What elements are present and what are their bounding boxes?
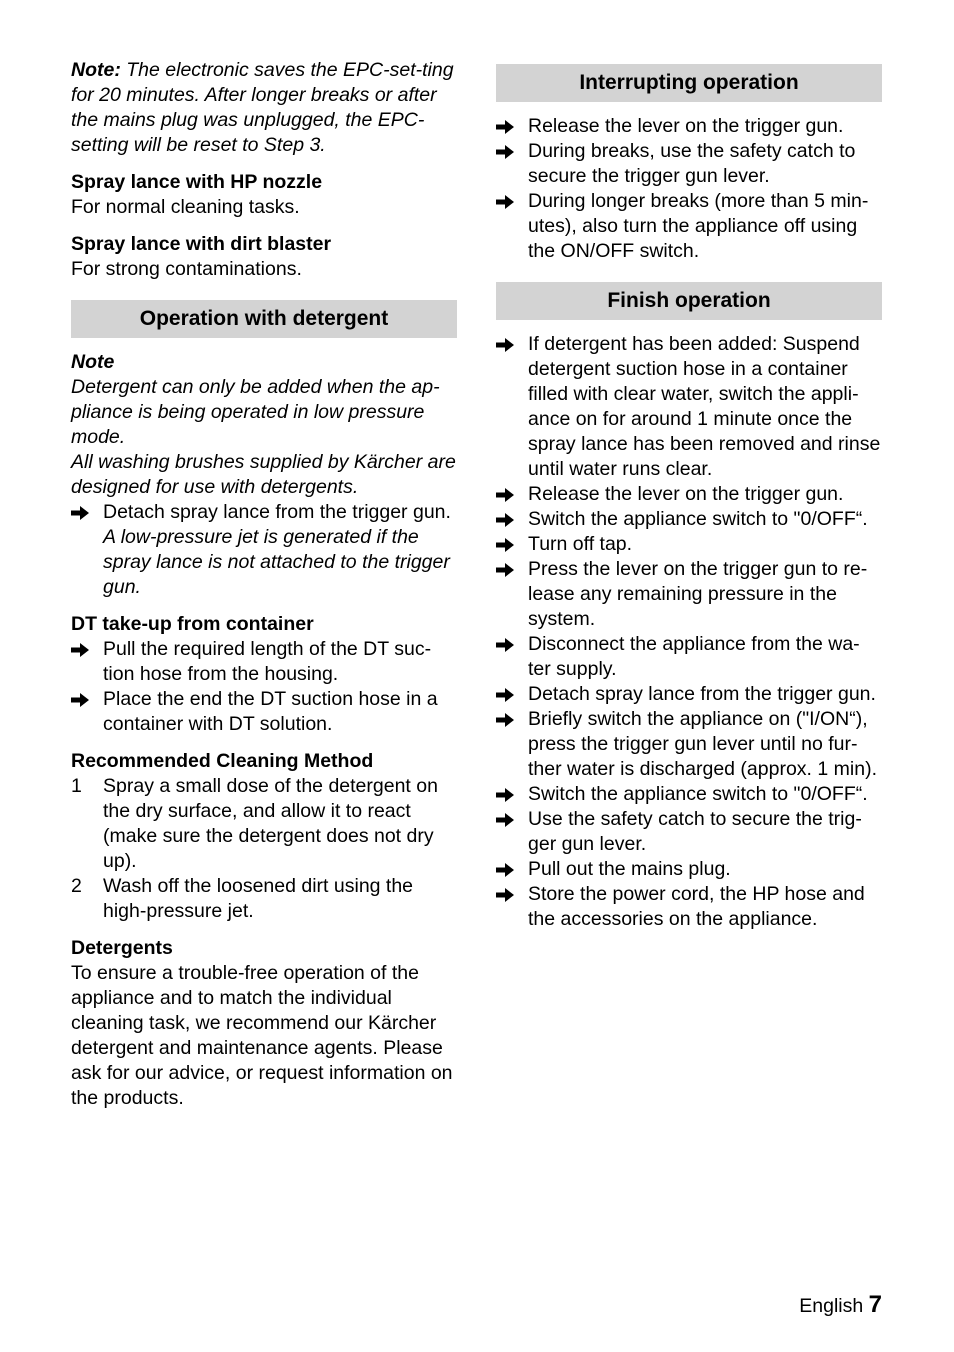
footer-language: English (799, 1295, 864, 1317)
arrow-right-icon (496, 145, 514, 159)
method-step-list (71, 774, 457, 924)
epc-note (71, 58, 457, 158)
list-item (496, 332, 882, 482)
note-line-1: Detergent can only be added when the ap-pliance is being operated in low pressure mode. (71, 376, 440, 448)
list-item (71, 637, 457, 687)
dirt-blaster-title: Spray lance with dirt blaster (71, 233, 332, 255)
finish-step-list (496, 332, 882, 932)
arrow-right-icon (496, 120, 514, 134)
step-text: Release the lever on the trigger gun. (528, 483, 844, 505)
list-item (496, 782, 882, 807)
method-title: Recommended Cleaning Method (71, 750, 374, 772)
list-item (496, 882, 882, 932)
step-text: Release the lever on the trigger gun. (528, 115, 844, 137)
step-text: Disconnect the appliance from the wa-ter supply. (528, 633, 860, 680)
step-text: Use the safety catch to secure the trig-ger gun lever. (528, 808, 862, 855)
list-item (496, 139, 882, 189)
list-item (496, 632, 882, 682)
step-text: During longer breaks (more than 5 min-utes), also turn the appliance off using the ON/OFF switch. (528, 190, 869, 262)
list-item (496, 557, 882, 632)
step-text: Press the lever on the trigger gun to re-lease any remaining pressure in the system. (528, 558, 868, 630)
epc-note-text: The electronic saves the EPC-set-ting for 20 minutes. After longer breaks or after the mains plug was unplugged, the EPC-setting will be reset to Step 3. (71, 59, 454, 156)
list-item (496, 189, 882, 264)
arrow-right-icon (71, 506, 89, 520)
step-text: Pull out the mains plug. (528, 858, 731, 880)
dt-title: DT take-up from container (71, 613, 314, 635)
step-text: Switch the appliance switch to "0/OFF“. (528, 783, 868, 805)
list-item (71, 500, 457, 600)
arrow-right-icon (496, 338, 514, 352)
arrow-right-icon (71, 693, 89, 707)
dirt-blaster-text: For strong contaminations. (71, 258, 302, 280)
list-item (496, 532, 882, 557)
detach-step-list (71, 500, 457, 600)
arrow-right-icon (496, 563, 514, 577)
step-text: Turn off tap. (528, 533, 633, 555)
left-column (71, 58, 457, 1111)
arrow-right-icon (496, 813, 514, 827)
step-text: If detergent has been added: Suspend detergent suction hose in a container filled with clear water, switch the appli-ance on for around 1 minute once the spray lance has been removed and rinse until water runs clear. (528, 333, 881, 480)
list-item (496, 682, 882, 707)
page-footer (799, 1292, 882, 1319)
dt-step-list (71, 637, 457, 737)
list-item (496, 857, 882, 882)
detach-step-note: A low-pressure jet is generated if the spray lance is not attached to the trigger gun. (103, 526, 450, 598)
step-text: During breaks, use the safety catch to secure the trigger gun lever. (528, 140, 856, 187)
detergents-title: Detergents (71, 937, 173, 959)
list-item (71, 687, 457, 737)
arrow-right-icon (496, 688, 514, 702)
epc-note-label: Note: (71, 59, 121, 81)
interrupt-step-list (496, 114, 882, 264)
arrow-right-icon (496, 888, 514, 902)
arrow-right-icon (496, 195, 514, 209)
step-text: Store the power cord, the HP hose and the accessories on the appliance. (528, 883, 865, 930)
detergents-text: To ensure a trouble-free operation of the appliance and to match the individual cleaning task, we recommend our Kärcher detergent and maintenance agents. Please ask for our advice, or request information on the products. (71, 962, 453, 1109)
list-item (496, 507, 882, 532)
arrow-right-icon (496, 538, 514, 552)
step-text: Spray a small dose of the detergent on the dry surface, and allow it to react (make sure the detergent does not dry up). (103, 775, 438, 872)
finish-section-heading: Finish operation (496, 282, 882, 320)
arrow-right-icon (496, 713, 514, 727)
note-line-2: All washing brushes supplied by Kärcher are designed for use with detergents. (71, 451, 456, 498)
detergent-section-heading: Operation with detergent (71, 300, 457, 338)
list-item (496, 114, 882, 139)
list-item (496, 707, 882, 782)
arrow-right-icon (496, 513, 514, 527)
list-item (496, 807, 882, 857)
arrow-right-icon (71, 643, 89, 657)
note-label: Note (71, 351, 115, 373)
step-text: Wash off the loosened dirt using the high-pressure jet. (103, 875, 414, 922)
step-text: Switch the appliance switch to "0/OFF“. (528, 508, 868, 530)
step-text: Pull the required length of the DT suc-tion hose from the housing. (103, 638, 432, 685)
list-item (71, 874, 457, 924)
right-column (496, 64, 882, 932)
hp-nozzle-title: Spray lance with HP nozzle (71, 171, 323, 193)
step-text: Detach spray lance from the trigger gun. (528, 683, 876, 705)
step-number: 1 (71, 775, 82, 797)
step-text: Place the end the DT suction hose in a container with DT solution. (103, 688, 438, 735)
arrow-right-icon (496, 863, 514, 877)
arrow-right-icon (496, 638, 514, 652)
list-item (496, 482, 882, 507)
interrupt-section-heading: Interrupting operation (496, 64, 882, 102)
step-number: 2 (71, 875, 82, 897)
arrow-right-icon (496, 488, 514, 502)
hp-nozzle-text: For normal cleaning tasks. (71, 196, 300, 218)
arrow-right-icon (496, 788, 514, 802)
page-number: 7 (868, 1291, 882, 1318)
step-text: Briefly switch the appliance on ("I/ON“), press the trigger gun lever until no fur-ther water is discharged (approx. 1 min). (528, 708, 877, 780)
list-item (71, 774, 457, 874)
detach-step-text: Detach spray lance from the trigger gun. (103, 501, 451, 523)
